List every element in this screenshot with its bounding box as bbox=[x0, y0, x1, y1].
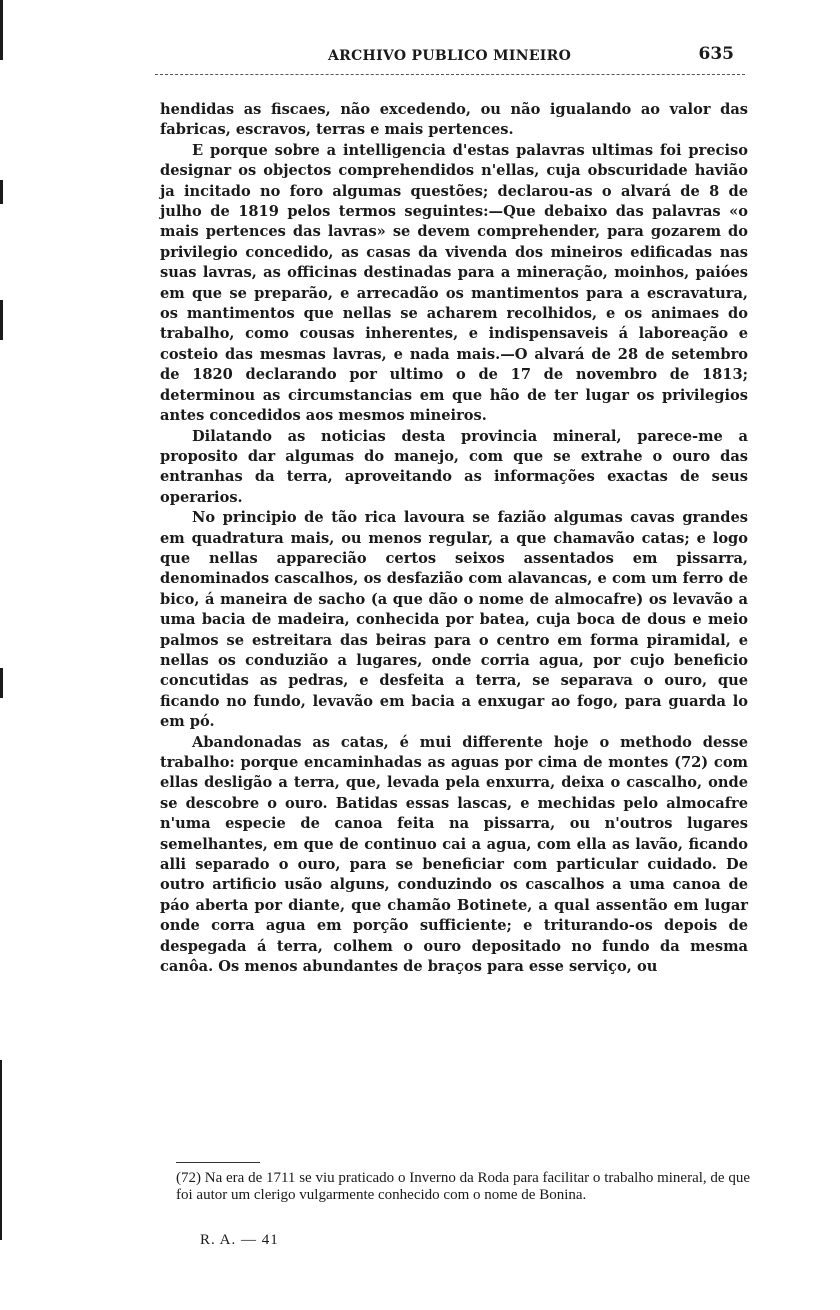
page-number: 635 bbox=[698, 44, 734, 64]
footnote-rule bbox=[176, 1162, 260, 1163]
signature-mark: R. A. — 41 bbox=[200, 1232, 279, 1248]
scan-edge-mark bbox=[0, 1060, 2, 1240]
paragraph: Dilatando as noticias desta provincia mineral, parece-me a proposito dar algumas do manejo, com que se extrahe o ouro das entranhas da terra, aproveitando as informações exactas de seus operarios. bbox=[160, 427, 748, 506]
paragraph: hendidas as fiscaes, não excedendo, ou não igualando ao valor das fabricas, escravos, terras e mais pertences. bbox=[160, 101, 748, 139]
scan-edge-mark bbox=[0, 668, 3, 698]
footnote: (72) Na era de 1711 se viu praticado o Inverno da Roda para facilitar o trabalho mineral, de que foi autor um clerigo vulgarmente conhecido com o nome de Bonina. bbox=[176, 1170, 750, 1203]
header-rule bbox=[155, 74, 745, 75]
running-title: ARCHIVO PUBLICO MINEIRO bbox=[328, 48, 572, 64]
body-text bbox=[160, 100, 748, 977]
scan-edge-mark bbox=[0, 300, 3, 340]
scan-edge-mark bbox=[0, 180, 3, 204]
paragraph: E porque sobre a intelligencia d'estas palavras ultimas foi preciso designar os objectos comprehendidos n'ellas, cuja obscuridade havião ja incitado no foro algumas questões; declarou-as o alvará de 8 de julho de 1819 pelos termos seguintes:—Que debaixo das palavras «o mais pertences das lavras» se devem comprehender, para gozarem do privilegio concedido, as casas da vivenda dos mineiros edificadas nas suas lavras, as officinas destinadas para a mineração, moinhos, paióes em que se preparão, e arrecadão os mantimentos para a escravatura, os mantimentos que nellas se acharem recolhidos, e os animaes do trabalho, como cousas inherentes, e indispensaveis á laboreação e costeio das mesmas lavras, e nada mais.—O alvará de 28 de setembro de 1820 declarando por ultimo o de 17 de novembro de 1813; determinou as circumstancias em que hão de ter lugar os privilegios antes concedidos aos mesmos mineiros. bbox=[160, 141, 748, 425]
paragraph: No principio de tão rica lavoura se fazião algumas cavas grandes em quadratura mais, ou menos regular, a que chamavão catas; e logo que nellas apparecião certos seixos assentados em pissarra, denominados cascalhos, os desfazião com alavancas, e com um ferro de bico, á maneira de sacho (a que dão o nome de almocafre) os levavão a uma bacia de madeira, conhecida por batea, cuja boca de dous e meio palmos se estreitara das beiras para o centro em forma piramidal, e nellas os conduzião a lugares, onde corria agua, por cujo beneficio concutidas as pedras, e desfeita a terra, se separava o ouro, que ficando no fundo, levavão em bacia a enxugar ao fogo, para guarda lo em pó. bbox=[160, 509, 748, 731]
page-header bbox=[160, 44, 740, 70]
scan-edge-mark bbox=[0, 0, 3, 60]
paragraph: Abandonadas as catas, é mui differente hoje o methodo desse trabalho: porque encaminhadas as aguas por cima de montes (72) com ellas desligão a terra, que, levada pela enxurra, deixa o cascalho, onde se descobre o ouro. Batidas essas lascas, e mechidas pelo almocafre n'uma especie de canoa feita na pissarra, ou n'outros lugares semelhantes, em que de continuo cai a agua, com ella as lavão, ficando alli separado o ouro, para se beneficiar com particular cuidado. De outro artificio usão alguns, conduzindo os cascalhos a uma canoa de páo aberta por diante, que chamão Botinete, a qual assentão em lugar onde corra agua em porção sufficiente; e triturando-os depois de despegada á terra, colhem o ouro depositado no fundo da mesma canôa. Os menos abundantes de braços para esse serviço, ou bbox=[160, 733, 748, 976]
